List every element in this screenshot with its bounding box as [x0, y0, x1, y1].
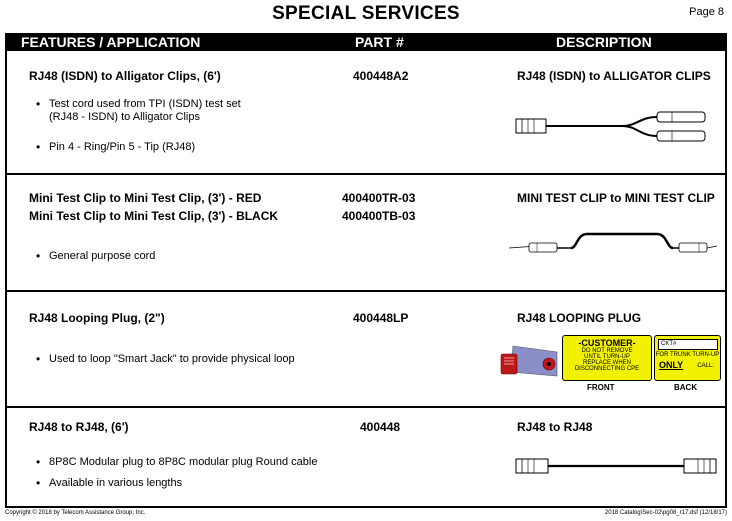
bullet-item — [49, 477, 182, 490]
rj48-cable-image — [514, 454, 719, 478]
product-name: Mini Test Clip to Mini Test Clip, (3') - RED — [29, 191, 262, 205]
looping-plug-image — [499, 342, 561, 378]
header-part: PART # — [355, 34, 404, 50]
sticker-back — [654, 335, 721, 381]
product-description: RJ48 (ISDN) to ALLIGATOR CLIPS — [517, 69, 711, 83]
part-number: 400400TB-03 — [342, 209, 416, 223]
bullet-item — [49, 98, 241, 124]
bullet-item — [49, 141, 195, 154]
front-label: FRONT — [587, 383, 615, 392]
ckt-label: CKT# — [661, 341, 677, 347]
product-name: RJ48 Looping Plug, (2") — [29, 311, 165, 325]
product-description: RJ48 to RJ48 — [517, 420, 593, 434]
back-label: BACK — [674, 383, 698, 392]
alligator-cord-image — [512, 109, 717, 145]
product-section-looping-plug — [5, 290, 727, 408]
sticker-heading: -CUSTOMER- — [578, 338, 636, 348]
footer-file: 2018 Catalog\Sec-02\pg08_r17.dsf (12/18/17) — [604, 510, 727, 516]
sticker-back-line: FOR TRUNK TURN-UP — [655, 352, 720, 358]
product-name: RJ48 to RJ48, (6') — [29, 420, 129, 434]
sticker-line: UNTIL TURN-UP — [584, 354, 630, 360]
header-description: DESCRIPTION — [556, 34, 652, 50]
bullet-line: • Used to loop "Smart Jack" to provide physical loop — [49, 353, 295, 365]
product-name: Mini Test Clip to Mini Test Clip, (3') - BLACK — [29, 209, 279, 223]
sticker-front — [562, 335, 652, 381]
sticker-line: DO NOT REMOVE — [581, 348, 633, 354]
part-number: 400400TR-03 — [342, 191, 416, 205]
bullet-line: • Pin 4 - Ring/Pin 5 - Tip (RJ48) — [49, 141, 196, 153]
bullet-line: • General purpose cord — [49, 250, 156, 262]
sticker-line: DISCONNECTING CPE — [574, 366, 640, 372]
part-number: 400448LP — [353, 311, 409, 325]
sticker-line: REPLACE WHEN — [582, 360, 631, 366]
product-section-alligator — [5, 51, 727, 175]
bullet-item — [49, 250, 155, 263]
bullet-line: • Available in various lengths — [49, 477, 183, 489]
product-description: MINI TEST CLIP to MINI TEST CLIP — [517, 191, 715, 205]
part-number: 400448 — [360, 420, 401, 434]
ckt-field — [658, 339, 718, 350]
sticker-back-only: ONLY — [659, 360, 684, 370]
table-header — [5, 33, 727, 51]
bullet-line: • Test cord used from TPI (ISDN) test set — [49, 98, 241, 110]
bullet-line: (RJ48 - ISDN) to Alligator Clips — [49, 111, 200, 123]
page-number: Page 8 — [689, 6, 724, 18]
page-title: SPECIAL SERVICES — [272, 3, 460, 24]
product-name: RJ48 (ISDN) to Alligator Clips, (6') — [29, 69, 221, 83]
header-features: FEATURES / APPLICATION — [21, 34, 201, 50]
bullet-line: • 8P8C Modular plug to 8P8C modular plug Round cable — [49, 456, 318, 468]
footer-copyright: Copyright © 2018 by Telecom Assistance Group, Inc. — [5, 510, 146, 516]
bullet-item — [49, 456, 317, 469]
sticker-back-call: CALL: — [697, 363, 714, 369]
part-number: 400448A2 — [353, 69, 409, 83]
product-section-rj48-cable — [5, 406, 727, 508]
bullet-item — [49, 353, 295, 366]
product-section-mini-clip — [5, 173, 727, 292]
mini-clip-cord-image — [507, 228, 719, 260]
product-description: RJ48 LOOPING PLUG — [517, 311, 642, 325]
